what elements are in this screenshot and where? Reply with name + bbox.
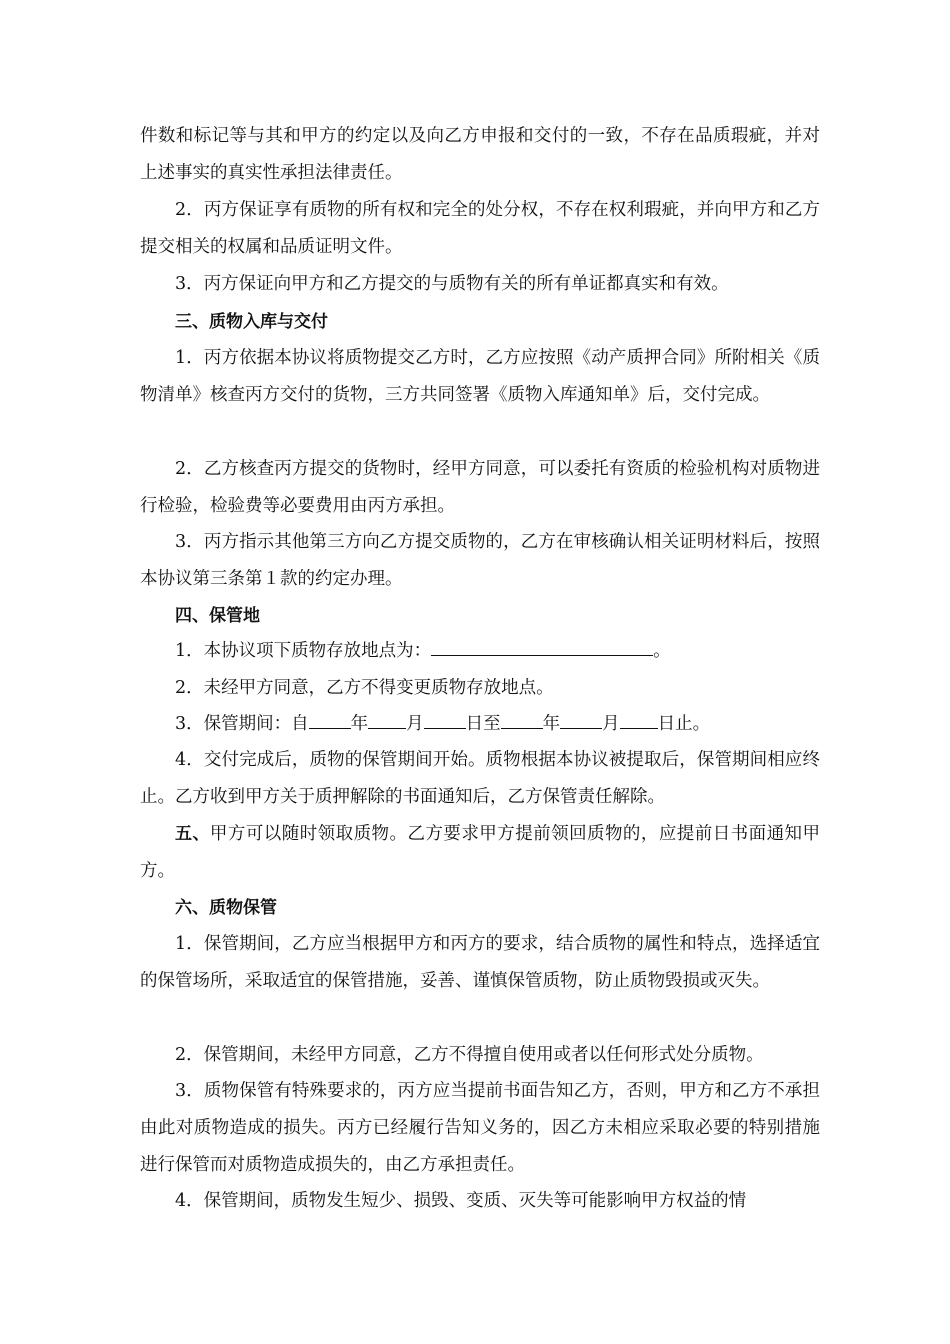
clause-2-ownership: 2．丙方保证享有质物的所有权和完全的处分权，不存在权利瑕疵，并向甲方和乙方提交相关的权属和品质证明文件。: [140, 200, 820, 257]
section-6-heading: 六、质物保管: [175, 898, 277, 918]
section-3-heading: 三、质物入库与交付: [175, 312, 328, 332]
clause-4-1-text: 1．本协议项下质物存放地点为：: [175, 641, 432, 661]
paragraph-quality-statement: 件数和标记等与其和甲方的约定以及向乙方申报和交付的一致，不存在品质瑕疵，并对上述事实的真实性承担法律责任。: [140, 126, 820, 183]
period-from-label: 3．保管期间：自: [175, 714, 309, 734]
clause-6-2: 2．保管期间，未经甲方同意，乙方不得擅自使用或者以任何形式处分质物。: [175, 1045, 764, 1065]
end-day-blank[interactable]: [620, 710, 658, 729]
end-month-label: 月: [602, 714, 620, 734]
end-year-blank[interactable]: [501, 710, 543, 729]
clause-6-1: 1．保管期间，乙方应当根据甲方和丙方的要求，结合质物的属性和特点，选择适宜的保管场所，采取适宜的保管措施，妥善、谨慎保管质物，防止质物毁损或灭失。: [140, 934, 820, 991]
end-day-label: 日止。: [657, 714, 711, 734]
start-month-blank[interactable]: [368, 710, 406, 729]
section-5-text: 甲方可以随时领取质物。乙方要求甲方提前领回质物的，应提前日书面通知甲方。: [140, 824, 821, 881]
section-5: [140, 816, 820, 890]
start-year-blank[interactable]: [309, 710, 351, 729]
clause-6-4: 4．保管期间，质物发生短少、损毁、变质、灭失等可能影响甲方权益的情: [175, 1191, 747, 1211]
clause-4-3: [140, 706, 820, 743]
clause-3-documents: 3．丙方保证向甲方和乙方提交的与质物有关的所有单证都真实和有效。: [175, 274, 729, 294]
end-month-blank[interactable]: [560, 710, 602, 729]
start-month-label: 月: [406, 714, 424, 734]
section-5-label: 五、: [175, 824, 210, 844]
clause-4-1-end: 。: [653, 641, 671, 661]
clause-3-1: 1．丙方依据本协议将质物提交乙方时，乙方应按照《动产质押合同》所附相关《质物清单》核查丙方交付的货物，三方共同签署《质物入库通知单》后，交付完成。: [140, 348, 820, 405]
clause-6-3: 3．质物保管有特殊要求的，丙方应当提前书面告知乙方，否则，甲方和乙方不承担由此对质物造成的损失。丙方已经履行告知义务的，因乙方未相应采取必要的特别措施进行保管而对质物造成损失的，由乙方承担责任。: [140, 1081, 820, 1175]
section-4-heading: 四、保管地: [175, 606, 260, 626]
clause-4-1: [140, 633, 820, 670]
start-day-label: 日至: [465, 714, 501, 734]
clause-3-3: 3．丙方指示其他第三方向乙方提交质物的，乙方在审核确认相关证明材料后，按照本协议第三条第１款的约定办理。: [140, 532, 820, 589]
start-year-label: 年: [350, 714, 369, 734]
clause-4-4: 4．交付完成后，质物的保管期间开始。质物根据本协议被提取后，保管期间相应终止。乙方收到甲方关于质押解除的书面通知后，乙方保管责任解除。: [140, 750, 820, 807]
storage-location-blank[interactable]: [431, 637, 653, 656]
clause-3-2: 2．乙方核查丙方提交的货物时，经甲方同意，可以委托有资质的检验机构对质物进行检验，检验费等必要费用由丙方承担。: [140, 459, 820, 516]
clause-4-2: 2．未经甲方同意，乙方不得变更质物存放地点。: [175, 678, 554, 698]
start-day-blank[interactable]: [424, 710, 466, 729]
end-year-label: 年: [542, 714, 561, 734]
